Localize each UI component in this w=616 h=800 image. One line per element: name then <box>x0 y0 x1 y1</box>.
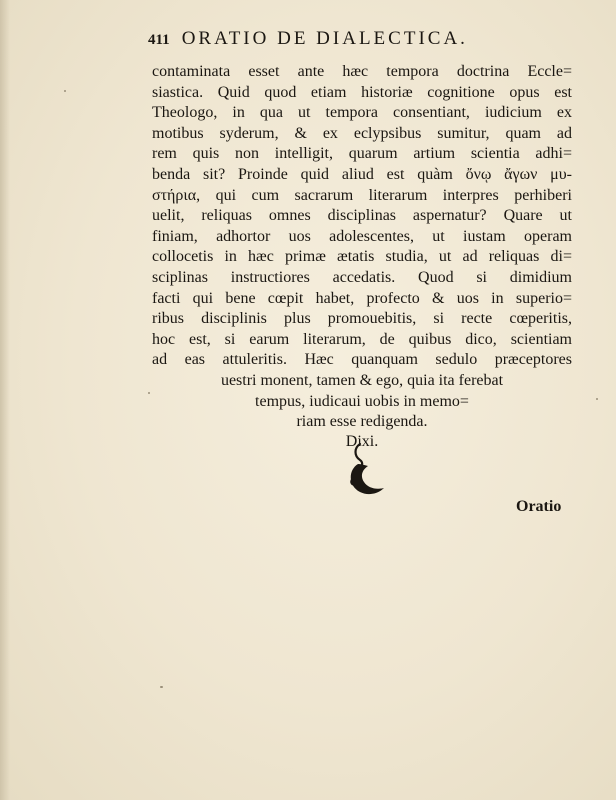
closing-word: Dixi. <box>345 433 379 450</box>
text-line: benda sit? Proinde quid aliud est quàm ὄνῳ ἄγων μυ- <box>152 165 572 183</box>
tapered-line: riam esse redigenda. <box>296 413 428 431</box>
body-text <box>152 62 572 433</box>
text-line: collocetis in hæc primæ ætatis studia, ut ad reliquas di= <box>152 248 572 266</box>
text-line: hoc est, si earum literarum, de quibus dico, scientiam <box>152 330 572 348</box>
paper-speck <box>64 90 66 92</box>
text-line: contaminata esset ante hæc tempora doctrina Eccle= <box>152 63 572 80</box>
gutter-shadow <box>0 0 10 800</box>
paper-speck <box>148 392 150 394</box>
text-line: στήρια, qui cum sacrarum literarum interpres perhiberi <box>152 186 572 204</box>
tapered-line: uestri monent, tamen & ego, quia ita ferebat <box>220 371 504 389</box>
text-line: facti qui bene cœpit habet, profecto & uos in superio= <box>152 289 572 307</box>
running-title: ORATIO DE DIALECTICA. <box>181 28 468 49</box>
text-line: rem quis non intelligit, quarum artium scientia adhi= <box>152 145 572 163</box>
text-line: finiam, adhortor uos adolescentes, ut iustam operam <box>152 227 572 245</box>
paper-speck <box>596 398 598 400</box>
text-line: ad eas attuleritis. Hæc quanquam sedulo præceptores <box>152 351 572 369</box>
text-line: uelit, reliquas omnes disciplinas aspernatur? Quare ut <box>152 207 572 225</box>
tapered-line: tempus, iudicaui uobis in memo= <box>255 392 469 410</box>
catchword: Oratio <box>516 498 562 515</box>
text-line: Theologo, in qua ut tempora consentiant, iudicium ex <box>152 104 572 122</box>
page-number: 411 <box>148 32 170 48</box>
text-line: siastica. Quid quod etiam historiæ cognitione opus est <box>152 83 572 101</box>
text-line: sciplinas instructiores accedatis. Quod si dimidium <box>152 268 572 286</box>
page-header <box>148 28 468 50</box>
text-line: ribus disciplinis plus promouebitis, si recte cœperitis, <box>152 310 572 328</box>
fleuron-icon <box>340 438 388 502</box>
paper-speck <box>160 686 163 688</box>
text-line: motibus syderum, & ex eclypsibus sumitur, quam ad <box>152 124 572 142</box>
